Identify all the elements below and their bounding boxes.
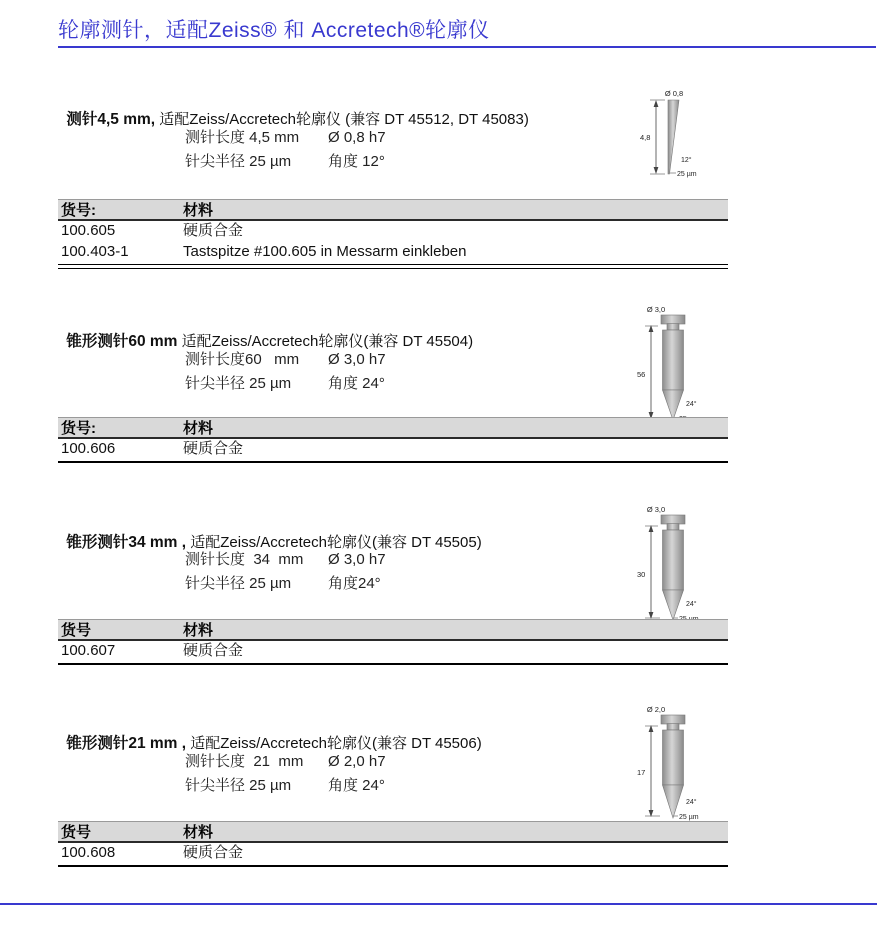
col-header-material: 材料 [183, 420, 214, 437]
material-cell: 硬质合金 [183, 642, 244, 659]
drawing-angle-label: 24° [686, 601, 697, 608]
col-header-part: 货号: [61, 420, 96, 437]
spec-tip-radius: 针尖半径 25 µm [185, 153, 292, 170]
spec-diameter: Ø 0,8 h7 [328, 129, 386, 146]
table-bottom-rule [58, 865, 728, 868]
table-row [58, 221, 728, 242]
stylus-body [663, 530, 684, 590]
drawing-length-label: 17 [637, 768, 646, 777]
parts-table-1 [58, 199, 728, 269]
section-4-specs [185, 750, 386, 798]
section-2-heading-rest: 适配Zeiss/Accretech轮廓仪(兼容 DT 45504) [177, 333, 474, 350]
section-1-heading-bold: 测针4,5 mm, [66, 111, 156, 128]
stylus-cone-drawing [626, 502, 710, 626]
drawing-diameter-label: Ø 3,0 [646, 305, 666, 314]
col-header-material: 材料 [183, 824, 214, 841]
spec-length: 测针长度60 mm [185, 351, 300, 368]
section-2-heading [58, 312, 473, 351]
stylus-cap [661, 515, 685, 524]
drawing-tip-label: 25 µm [679, 814, 699, 821]
col-header-material: 材料 [183, 202, 214, 219]
section-4-heading-rest: 适配Zeiss/Accretech轮廓仪(兼容 DT 45506) [186, 735, 482, 752]
table-header-row [58, 619, 728, 641]
parts-table-4 [58, 821, 728, 868]
table-row [58, 439, 728, 460]
stylus-groove [667, 524, 679, 531]
col-header-material: 材料 [183, 622, 214, 639]
section-4-heading-bold: 锥形测针21 mm , [66, 735, 187, 752]
dim-arrow-up [654, 100, 659, 107]
spec-length: 测针长度 34 mm [185, 551, 304, 568]
drawing-length-label: 30 [637, 570, 646, 579]
spec-length: 测针长度 21 mm [185, 753, 304, 770]
table-bottom-rule [58, 264, 728, 269]
title-rule [58, 46, 876, 48]
stylus-groove [667, 724, 679, 731]
parts-table-3 [58, 619, 728, 666]
col-header-part: 货号: [61, 202, 96, 219]
table-bottom-rule [58, 663, 728, 666]
material-cell: Tastspitze #100.605 in Messarm einkleben [183, 243, 467, 260]
drawing-diameter-label: Ø 2,0 [646, 705, 666, 714]
drawing-length-label: 56 [637, 370, 646, 379]
stylus-cone-drawing [626, 702, 710, 826]
section-4-heading [58, 714, 482, 753]
stylus-needle-drawing [634, 86, 710, 188]
part-number: 100.606 [61, 440, 116, 457]
spec-tip-radius: 针尖半径 25 µm [185, 777, 292, 794]
spec-angle: 角度 12° [328, 153, 385, 170]
table-row [58, 242, 728, 263]
table-header-row [58, 417, 728, 439]
spec-diameter: Ø 3,0 h7 [328, 351, 386, 368]
section-1-specs [185, 126, 386, 174]
col-header-part: 货号 [61, 824, 92, 841]
dim-arrow-down [654, 167, 659, 174]
part-number: 100.607 [61, 642, 116, 659]
section-1-heading [58, 90, 529, 129]
section-3-heading-bold: 锥形测针34 mm , [66, 534, 187, 551]
spec-angle: 角度 24° [328, 375, 385, 392]
stylus-cap [661, 315, 685, 324]
spec-diameter: Ø 3,0 h7 [328, 551, 386, 568]
material-cell: 硬质合金 [183, 844, 244, 861]
spec-tip-radius: 针尖半径 25 µm [185, 375, 292, 392]
drawing-diameter-label: Ø 0,8 [664, 89, 684, 98]
section-2-heading-bold: 锥形测针60 mm [66, 333, 178, 350]
stylus-body [663, 730, 684, 785]
spec-angle: 角度 24° [328, 777, 385, 794]
page-title: 轮廓测针，适配Zeiss® 和 Accretech®轮廓仪 [58, 19, 490, 42]
stylus-groove [667, 324, 679, 331]
drawing-angle-label: 24° [686, 799, 697, 806]
parts-table-2 [58, 417, 728, 464]
table-row [58, 843, 728, 864]
col-header-part: 货号 [61, 622, 92, 639]
stylus-cap [661, 715, 685, 724]
section-1-heading-rest: 适配Zeiss/Accretech轮廓仪 (兼容 DT 45512, DT 45083) [155, 111, 529, 128]
section-3-specs [185, 548, 386, 596]
table-row [58, 641, 728, 662]
part-number: 100.403-1 [61, 243, 129, 260]
spec-diameter: Ø 2,0 h7 [328, 753, 386, 770]
material-cell: 硬质合金 [183, 440, 244, 457]
section-3-heading [58, 513, 482, 552]
drawing-diameter-label: Ø 3,0 [646, 505, 666, 514]
spec-tip-radius: 针尖半径 25 µm [185, 575, 292, 592]
table-header-row [58, 821, 728, 843]
spec-length: 测针长度 4,5 mm [185, 129, 300, 146]
drawing-angle-label: 12° [681, 157, 692, 164]
drawing-angle-label: 24° [686, 401, 697, 408]
section-3-heading-rest: 适配Zeiss/Accretech轮廓仪(兼容 DT 45505) [186, 534, 482, 551]
section-2-specs [185, 348, 386, 396]
stylus-body [663, 330, 684, 390]
part-number: 100.608 [61, 844, 116, 861]
page-bottom-rule [0, 903, 877, 905]
part-number: 100.605 [61, 222, 116, 239]
drawing-tip-label: 25 µm [677, 171, 697, 178]
table-header-row [58, 199, 728, 221]
stylus-cone-drawing [626, 302, 710, 426]
spec-angle: 角度24° [328, 575, 381, 592]
material-cell: 硬质合金 [183, 222, 244, 239]
needle-shape [668, 100, 679, 174]
drawing-length-label: 4,8 [640, 133, 651, 142]
table-bottom-rule [58, 461, 728, 464]
